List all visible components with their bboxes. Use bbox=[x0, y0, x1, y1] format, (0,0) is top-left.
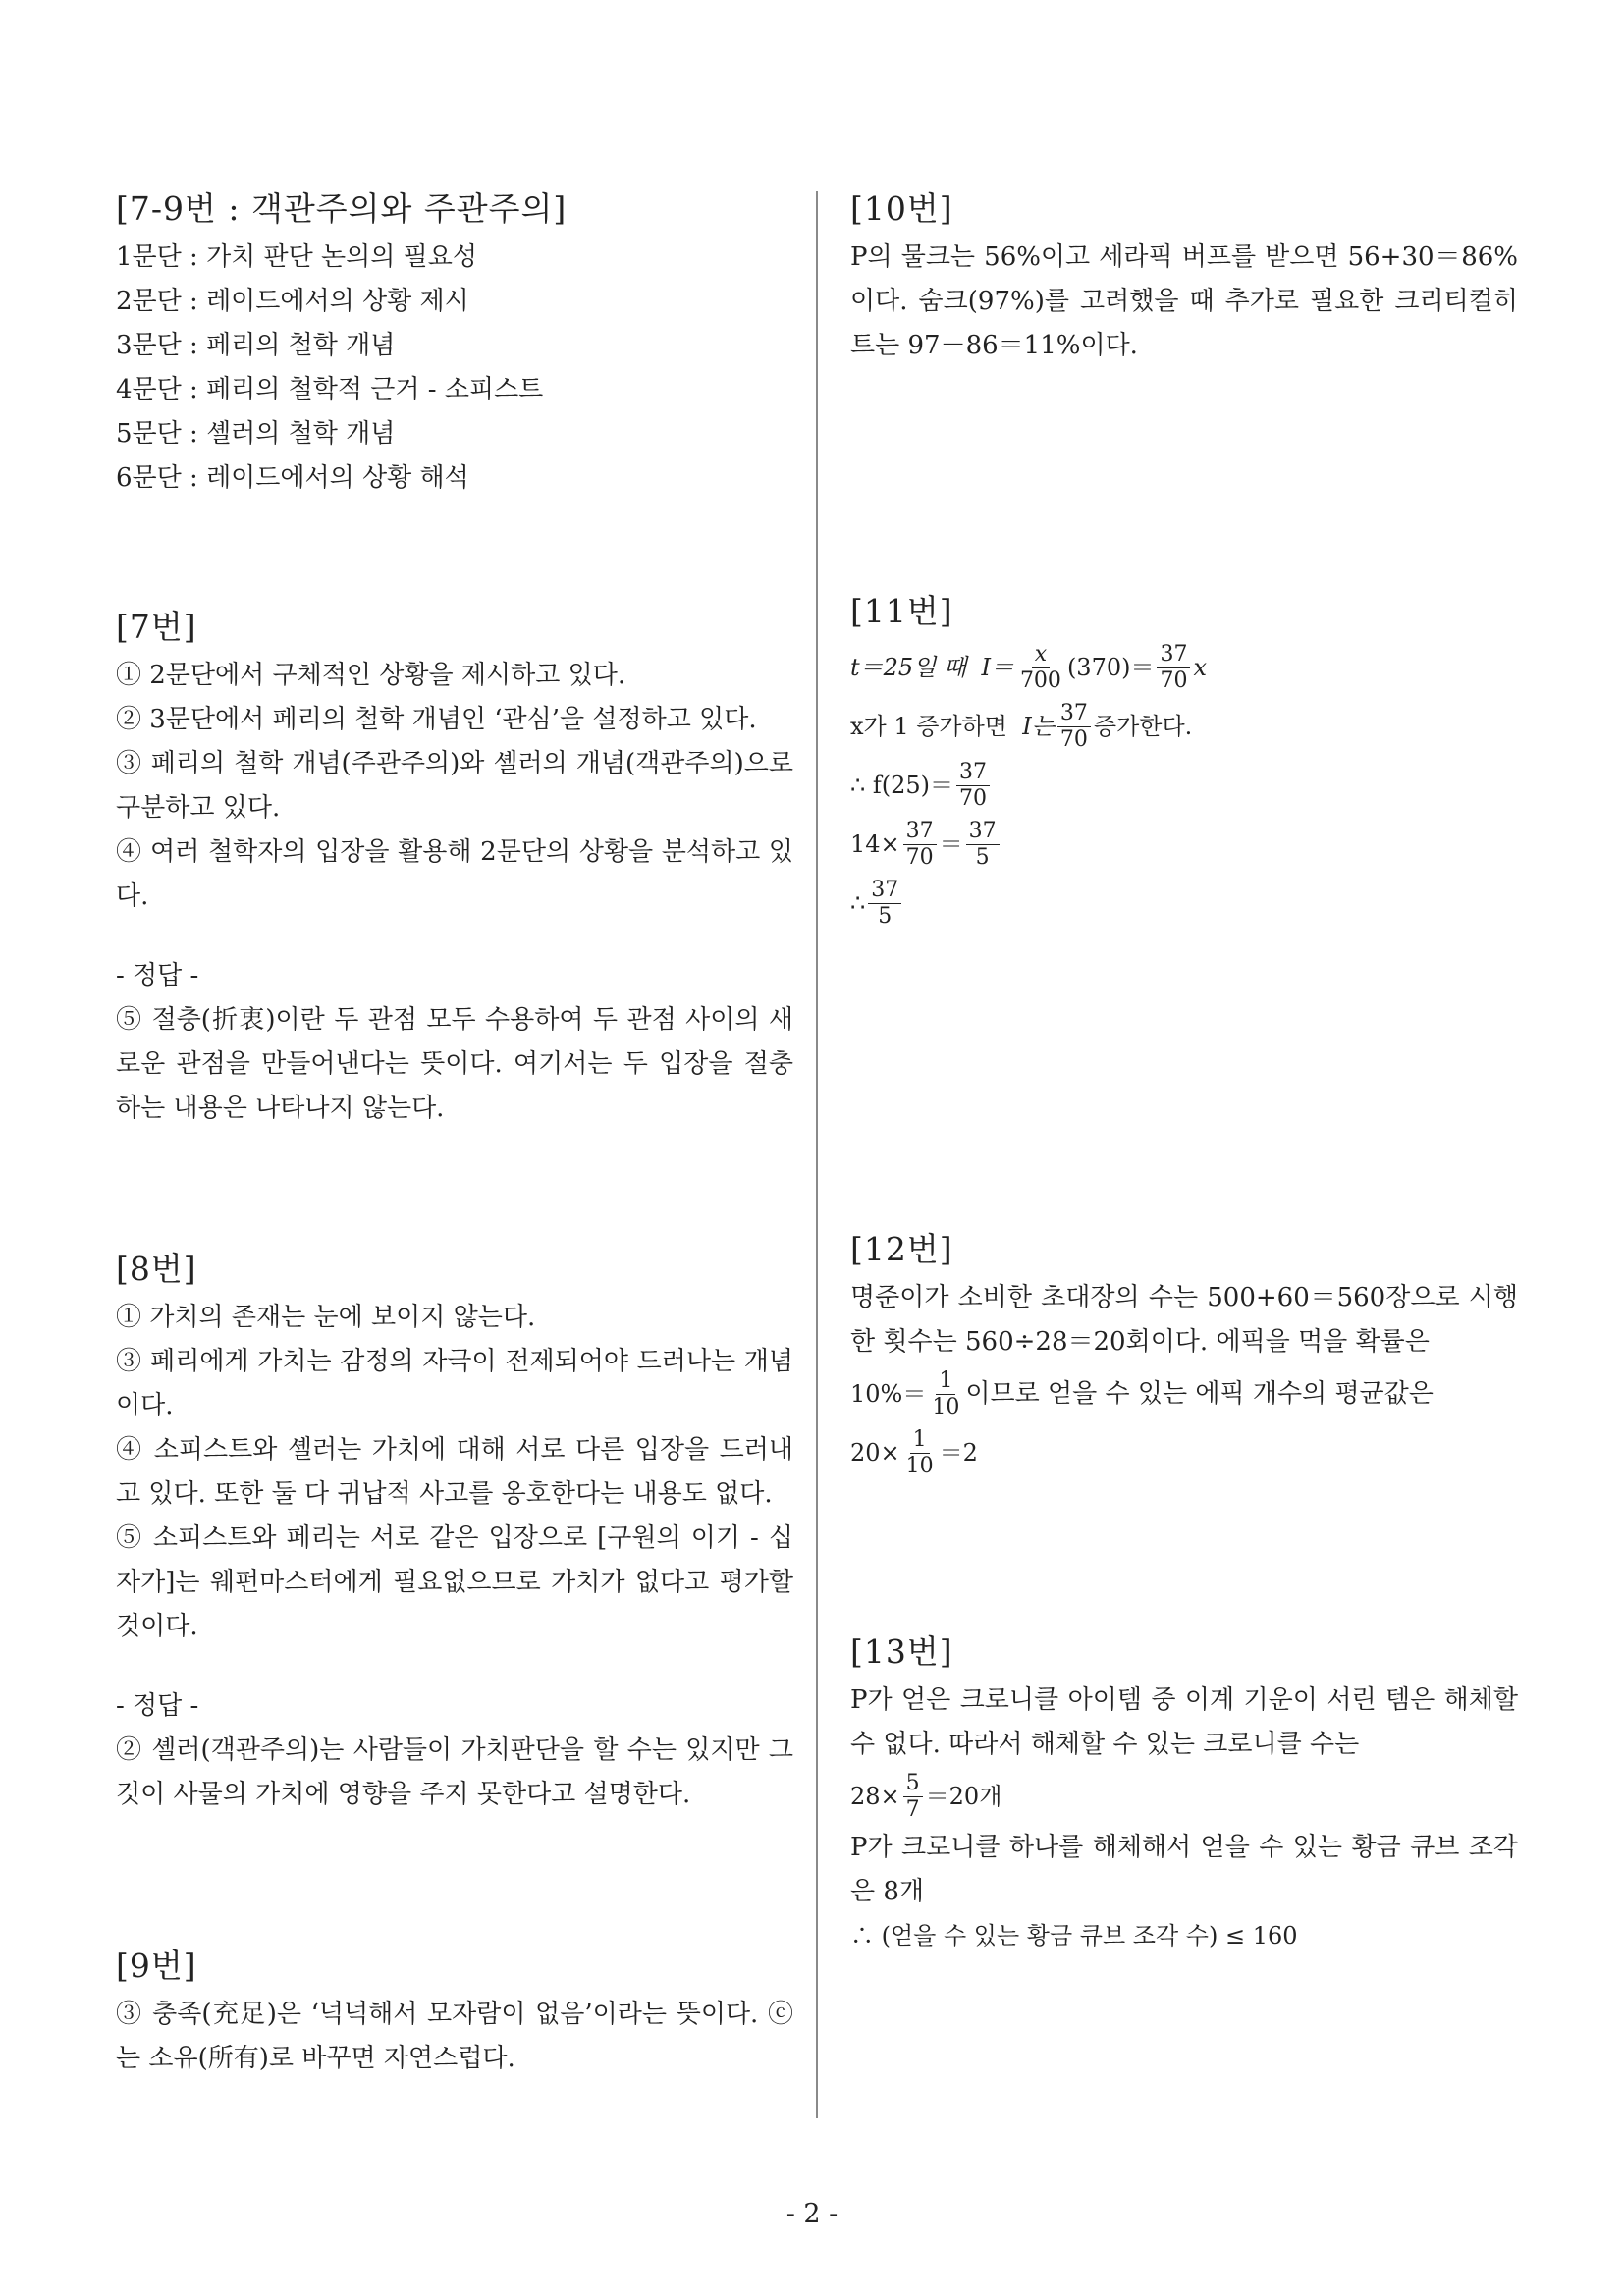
fraction: $\frac{37}{5}$ bbox=[868, 878, 901, 930]
equation-line: 28× $\frac{5}{7}$ ＝20개 bbox=[850, 1770, 1002, 1822]
equation-line: 20× $\frac{1}{10}$ ＝2 bbox=[850, 1426, 978, 1478]
fraction: $\frac{1}{10}$ bbox=[905, 1426, 934, 1478]
answer-label: - 정답 - bbox=[116, 1691, 199, 1721]
answer-explanation: ② 셸러(객관주의)는 사람들이 가치판단을 할 수는 있지만 그것이 사물의 가치에 영향을 주지 못한다고 설명한다. bbox=[116, 1735, 793, 1809]
equation-line: 10%＝ $\frac{1}{10}$ 이므로 얻을 수 있는 에픽 개수의 평균값은 bbox=[850, 1367, 1434, 1419]
fraction: $\frac{1}{10}$ bbox=[932, 1367, 960, 1419]
paragraph-summary-line: 2문단 : 레이드에서의 상황 제시 bbox=[116, 287, 469, 316]
section-title: [7번] bbox=[116, 608, 197, 646]
section-title: [13번] bbox=[850, 1632, 953, 1671]
equation-line: x가 1 증가하면 I는 $\frac{37}{70}$ 증가한다. bbox=[850, 700, 1193, 752]
fraction: $\frac{37}{70}$ bbox=[903, 819, 937, 871]
fraction: $\frac{37}{70}$ bbox=[1057, 701, 1091, 753]
explanation: ⑤ 소피스트와 페리는 서로 같은 입장으로 [구원의 이기 - 십자가]는 웨펀마스터에게 필요없으므로 가치가 없다고 평가할 것이다. bbox=[116, 1523, 793, 1641]
explanation: 명준이가 소비한 초대장의 수는 500+60＝560장으로 시행한 횟수는 560÷28＝20회이다. 에픽을 먹을 확률은 bbox=[850, 1283, 1518, 1357]
explanation: ② 3문단에서 페리의 철학 개념인 ‘관심’을 설정하고 있다. bbox=[116, 705, 757, 734]
section-title: [7-9번 : 객관주의와 주관주의] bbox=[116, 189, 568, 228]
equation-line: ∴ $\frac{37}{5}$ bbox=[850, 874, 1518, 933]
section-title: [9번] bbox=[116, 1947, 197, 1985]
section-title: [12번] bbox=[850, 1230, 953, 1268]
explanation: ④ 여러 철학자의 입장을 활용해 2문단의 상황을 분석하고 있다. bbox=[116, 837, 793, 911]
page-number: - 2 - bbox=[785, 2199, 839, 2229]
explanation: ④ 소피스트와 셸러는 가치에 대해 서로 다른 입장을 드러내고 있다. 또한 둘 다 귀납적 사고를 옹호한다는 내용도 없다. bbox=[116, 1435, 793, 1509]
section-q10 bbox=[850, 187, 1518, 368]
section-q11 bbox=[850, 589, 1518, 933]
explanation: P가 얻은 크로니클 아이템 중 이계 기운이 서린 템은 해체할 수 없다. 따라서 해체할 수 있는 크로니클 수는 bbox=[850, 1685, 1518, 1759]
answer-label: - 정답 - bbox=[116, 961, 199, 990]
conclusion: ∴ (얻을 수 있는 황금 큐브 조각 수) ≤ 160 bbox=[850, 1922, 1298, 1949]
fraction: $\frac{5}{7}$ bbox=[903, 1771, 923, 1823]
paragraph-summary-line: 6문단 : 레이드에서의 상황 해석 bbox=[116, 463, 469, 493]
section-title: [8번] bbox=[116, 1250, 197, 1288]
explanation: P가 크로니클 하나를 해체해서 얻을 수 있는 황금 큐브 조각은 8개 bbox=[850, 1833, 1518, 1906]
fraction: $\frac{37}{70}$ bbox=[1157, 642, 1190, 694]
paragraph-summary-line: 3문단 : 페리의 철학 개념 bbox=[116, 331, 396, 360]
explanation: ① 2문단에서 구체적인 상황을 제시하고 있다. bbox=[116, 661, 626, 690]
section-q8 bbox=[116, 1247, 793, 1817]
section-intro bbox=[116, 187, 793, 501]
paragraph-summary-line: 5문단 : 셸러의 철학 개념 bbox=[116, 419, 396, 449]
fraction: $\frac{37}{70}$ bbox=[956, 760, 990, 812]
equation-line: ∴ f(25)＝ $\frac{37}{70}$ bbox=[850, 756, 1518, 815]
column-divider bbox=[816, 191, 818, 2118]
section-title: [11번] bbox=[850, 592, 953, 630]
fraction: $\frac{x}{700}$ bbox=[1019, 641, 1061, 693]
section-q12 bbox=[850, 1227, 1518, 1482]
explanation: P의 물크는 56%이고 세라픽 버프를 받으면 56+30＝86%이다. 숨크(97%)를 고려했을 때 추가로 필요한 크리티컬히트는 97－86＝11%이다. bbox=[850, 242, 1518, 360]
section-q13 bbox=[850, 1629, 1518, 1958]
paragraph-summary-line: 4문단 : 페리의 철학적 근거 - 소피스트 bbox=[116, 375, 544, 404]
section-q9 bbox=[116, 1944, 793, 2081]
explanation: ③ 페리의 철학 개념(주관주의)와 셸러의 개념(객관주의)으로 구분하고 있다. bbox=[116, 749, 793, 823]
explanation: ③ 충족(充足)은 ‘넉넉해서 모자람이 없음’이라는 뜻이다. ⓒ는 소유(所有)로 바꾸면 자연스럽다. bbox=[116, 2000, 793, 2073]
explanation: ③ 페리에게 가치는 감정의 자극이 전제되어야 드러나는 개념이다. bbox=[116, 1347, 793, 1420]
explanation: ① 가치의 존재는 눈에 보이지 않는다. bbox=[116, 1303, 536, 1332]
equation-line: 14× $\frac{37}{70}$ ＝ $\frac{37}{5}$ bbox=[850, 815, 1518, 874]
answer-explanation: ⑤ 절충(折衷)이란 두 관점 모두 수용하여 두 관점 사이의 새로운 관점을 만들어낸다는 뜻이다. 여기서는 두 입장을 절충하는 내용은 나타나지 않는다. bbox=[116, 1005, 793, 1123]
section-q7 bbox=[116, 605, 793, 1131]
section-title: [10번] bbox=[850, 189, 953, 228]
equation-line: t＝25일 때 I＝ $\frac{x}{700}$ (370)＝ $\frac{37}{70}$ x bbox=[850, 641, 1208, 693]
fraction: $\frac{37}{5}$ bbox=[966, 819, 1000, 871]
paragraph-summary-line: 1문단 : 가치 판단 논의의 필요성 bbox=[116, 242, 478, 272]
